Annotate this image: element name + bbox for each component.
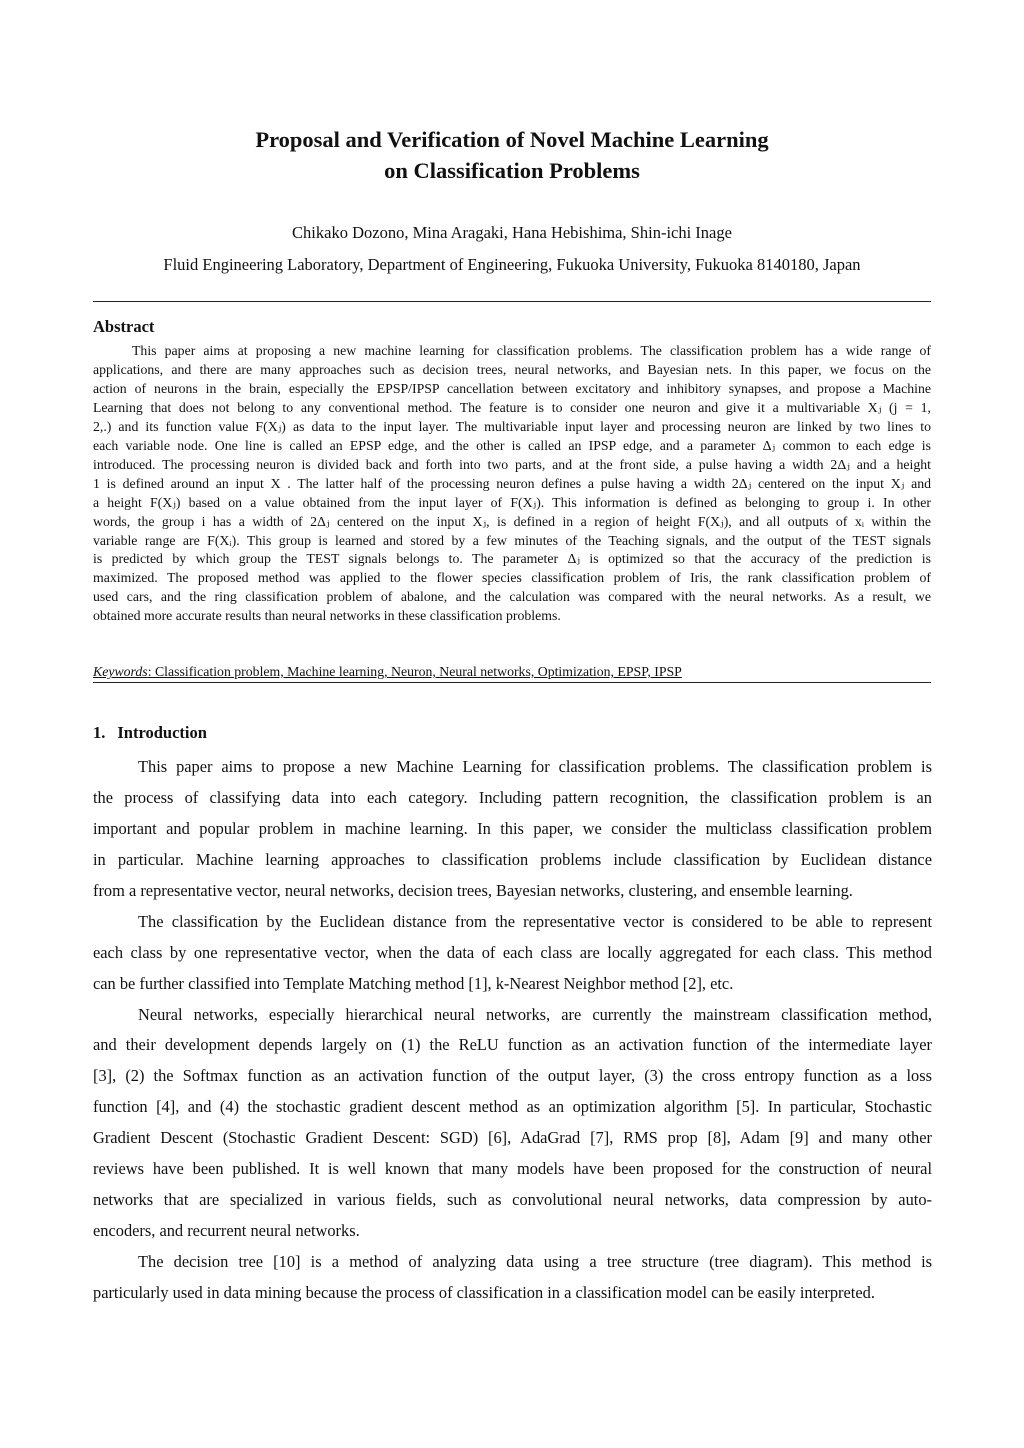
body-line: each class by one representative vector, when the data of each class are locally aggregated for each class. This method <box>93 942 932 962</box>
body-line: Neural networks, especially hierarchical neural networks, are currently the mainstream classification method, <box>138 1004 932 1024</box>
body-line: function [4], and (4) the stochastic gradient descent method as an optimization algorithm [5]. In particular, Stochastic <box>93 1097 932 1117</box>
abstract-heading: Abstract <box>93 317 155 336</box>
abstract-line: action of neurons in the brain, especially the EPSP/IPSP cancellation between excitatory and inhibitory synapses, and propose a Machine <box>93 380 931 396</box>
body-line: particularly used in data mining because the process of classification in a classification model can be easily interpreted. <box>93 1282 875 1302</box>
abstract-line: maximized. The proposed method was applied to the flower species classification problem of Iris, the rank classification problem of <box>93 570 931 586</box>
abstract-line: used cars, and the ring classification problem of abalone, and the calculation was compared with the neural networks. As a result, we <box>93 589 931 605</box>
keywords-line <box>93 662 931 683</box>
abstract-line: 2,.) and its function value F(Xⱼ) as data to the input layer. The multivariable input layer and processing neuron are linked by two lines to <box>93 418 931 434</box>
body-line: reviews have been published. It is well known that many models have been proposed for the construction of neural <box>93 1159 932 1179</box>
body-line: can be further classified into Template Matching method [1], k-Nearest Neighbor method [2], etc. <box>93 973 734 993</box>
abstract-line: is predicted by which group the TEST signals belongs to. The parameter Δⱼ is optimized so that the accuracy of the prediction is <box>93 551 931 567</box>
abstract-line: introduced. The processing neuron is divided back and forth into two parts, and at the front side, a pulse having a width 2Δⱼ and a height <box>93 456 931 472</box>
abstract-line: This paper aims at proposing a new machine learning for classification problems. The classification problem has a wide range of <box>132 343 931 358</box>
body-line: encoders, and recurrent neural networks. <box>93 1221 360 1241</box>
body-line: This paper aims to propose a new Machine Learning for classification problems. The classification problem is <box>138 757 932 776</box>
abstract-line: 1 is defined around an input X . The latter half of the processing neuron defines a pulse having a width 2Δⱼ centered on the input Xⱼ and <box>93 475 931 491</box>
body-line: the process of classifying data into each category. Including pattern recognition, the classification problem is an <box>93 787 932 807</box>
section-number: 1. <box>93 723 106 742</box>
abstract-line: a height F(Xⱼ) based on a value obtained from the input layer of F(Xⱼ). This information is defined as belonging to group i. In other <box>93 494 931 510</box>
header-divider <box>93 301 931 302</box>
body-line: and their development depends largely on (1) the ReLU function as an activation function of the intermediate layer <box>93 1035 932 1055</box>
body-line: networks that are specialized in various fields, such as convolutional neural networks, data compression by auto- <box>93 1190 932 1210</box>
body-line: The classification by the Euclidean distance from the representative vector is considered to be able to represent <box>138 911 932 931</box>
abstract-line: obtained more accurate results than neural networks in these classification problems. <box>93 608 561 624</box>
introduction-body <box>93 752 932 1309</box>
keywords-value: : Classification problem, Machine learning, Neuron, Neural networks, Optimization, EPSP, IPSP <box>147 664 682 679</box>
abstract-line: each variable node. One line is called an EPSP edge, and the other is called an IPSP edge, and a parameter Δⱼ common to each edge is <box>93 437 931 453</box>
abstract-line: Learning that does not belong to any conventional method. The feature is to consider one neuron and give it a multivariable Xⱼ (j = 1, <box>93 399 931 415</box>
title-line-1: Proposal and Verification of Novel Machine Learning <box>255 127 769 152</box>
section-title: Introduction <box>117 723 207 742</box>
keywords-label: Keywords <box>93 664 148 679</box>
affiliation: Fluid Engineering Laboratory, Department of Engineering, Fukuoka University, Fukuoka 8140180, Japan <box>163 255 861 274</box>
body-line: from a representative vector, neural networks, decision trees, Bayesian networks, clustering, and ensemble learning. <box>93 880 853 900</box>
abstract-line: words, the group i has a width of 2Δⱼ centered on the input Xⱼ, is defined in a region of height F(Xⱼ), and all outputs of xᵢ within the <box>93 513 931 529</box>
abstract-line: variable range are F(Xᵢ). This group is learned and stored by a few minutes of the Teaching signals, and the output of the TEST signals <box>93 532 931 548</box>
title-line-2: on Classification Problems <box>384 158 640 183</box>
section-heading <box>93 722 207 744</box>
body-line: Gradient Descent (Stochastic Gradient Descent: SGD) [6], AdaGrad [7], RMS prop [8], Adam [9] and many other <box>93 1128 932 1148</box>
paper-title <box>0 124 1024 186</box>
body-line: important and popular problem in machine learning. In this paper, we consider the multiclass classification problem <box>93 818 932 838</box>
abstract-body <box>93 342 931 626</box>
abstract-line: applications, and there are many approaches such as decision trees, neural networks, and Bayesian nets. In this paper, we focus on the <box>93 361 931 377</box>
body-line: [3], (2) the Softmax function as an activation function of the output layer, (3) the cross entropy function as a loss <box>93 1066 932 1086</box>
body-line: The decision tree [10] is a method of analyzing data using a tree structure (tree diagram). This method is <box>138 1252 932 1271</box>
author-list: Chikako Dozono, Mina Aragaki, Hana Hebishima, Shin-ichi Inage <box>292 223 732 242</box>
body-line: in particular. Machine learning approaches to classification problems include classification by Euclidean distance <box>93 849 932 869</box>
